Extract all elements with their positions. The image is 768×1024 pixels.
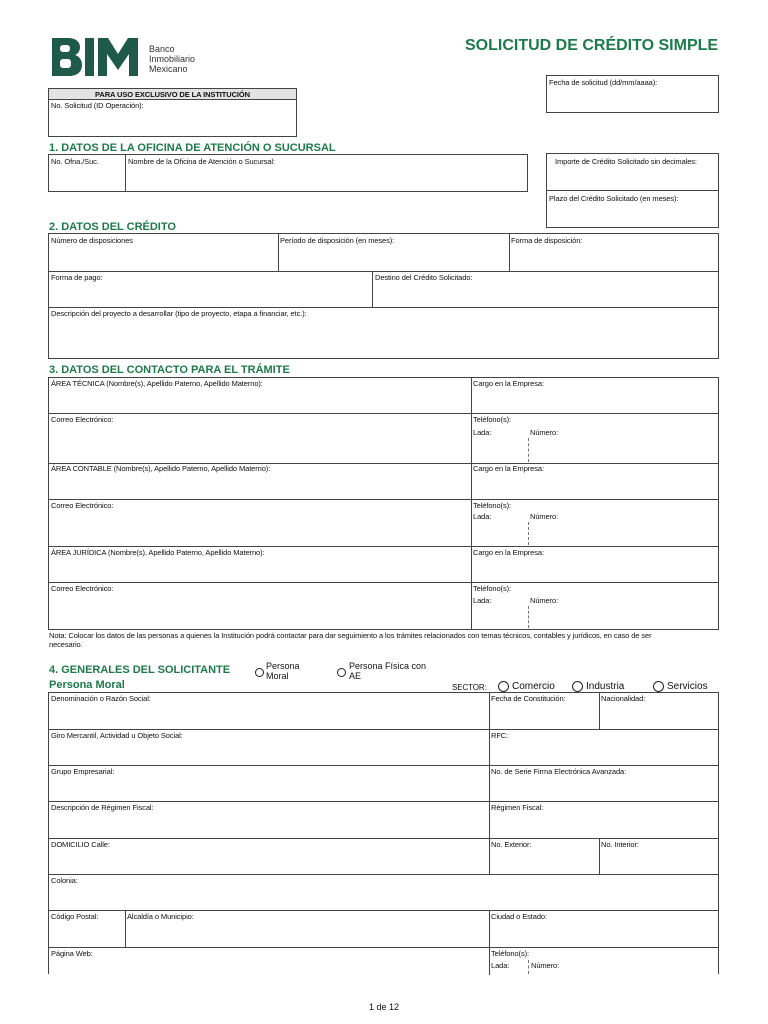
domicilio-calle-label: DOMICILIO Calle: — [51, 840, 110, 849]
telefono-contable-label: Teléfono(s): — [473, 501, 511, 510]
nombre-oficina-label: Nombre de la Oficina de Atención o Sucursal: — [128, 157, 275, 166]
logo-line-2: Inmobiliario — [149, 54, 196, 64]
numero-juridica-label: Número: — [530, 596, 559, 605]
telefono-solicitante-label: Teléfono(s): — [491, 949, 529, 958]
denominacion-label: Denominación o Razón Social: — [51, 694, 151, 703]
credito-box[interactable] — [48, 233, 719, 359]
solicitante-box[interactable] — [48, 692, 719, 974]
page-number: 1 de 12 — [368, 1002, 400, 1012]
numero-disposiciones-label: Número de disposiciones — [51, 236, 133, 245]
lada-solicitante-label: Lada: — [491, 961, 510, 970]
alcaldia-label: Alcaldía o Municipio: — [127, 912, 194, 921]
contacto-box[interactable] — [48, 377, 719, 630]
forma-disposicion-label: Forma de disposición: — [511, 236, 583, 245]
persona-moral-radio[interactable] — [255, 668, 264, 677]
numero-solicitante-label: Número: — [531, 961, 560, 970]
no-solicitud-label: No. Solicitud (ID Operación): — [51, 101, 144, 110]
numero-contable-label: Número: — [530, 512, 559, 521]
correo-tecnica-label: Correo Electrónico: — [51, 415, 114, 424]
no-ofna-label: No. Ofna./Suc. — [51, 157, 99, 166]
giro-label: Giro Mercantil, Actividad u Objeto Social: — [51, 731, 183, 740]
bim-logo-icon — [50, 36, 150, 78]
codigo-postal-label: Código Postal: — [51, 912, 99, 921]
telefono-juridica-label: Teléfono(s): — [473, 584, 511, 593]
descripcion-regimen-label: Descripción de Régimen Fiscal: — [51, 803, 154, 812]
nota-line-2: necesario. — [49, 640, 83, 649]
institucion-box — [48, 88, 297, 137]
persona-fisica-option-label: Persona Física con AE — [349, 661, 427, 680]
serie-firma-label: No. de Serie Firma Electrónica Avanzada: — [491, 767, 627, 776]
cargo-juridica-label: Cargo en la Empresa: — [473, 548, 544, 557]
section-4-subtitle: Persona Moral — [49, 679, 125, 691]
section-4-title: 4. GENERALES DEL SOLICITANTE — [49, 664, 231, 676]
numero-tecnica-label: Número: — [530, 428, 559, 437]
no-exterior-label: No. Exterior: — [491, 840, 532, 849]
correo-contable-label: Correo Electrónico: — [51, 501, 114, 510]
lada-tecnica-label: Lada: — [473, 428, 492, 437]
pagina-web-label: Página Web: — [51, 949, 93, 958]
page-title: SOLICITUD DE CRÉDITO SIMPLE — [465, 37, 719, 54]
cargo-contable-label: Cargo en la Empresa: — [473, 464, 544, 473]
periodo-disposicion-label: Período de disposición (en meses): — [280, 236, 395, 245]
area-juridica-label: ÁREA JURÍDICA (Nombre(s), Apellido Paterno, Apellido Materno): — [51, 548, 265, 557]
telefono-tecnica-label: Teléfono(s): — [473, 415, 511, 424]
sector-comercio-radio[interactable] — [498, 681, 509, 692]
ciudad-estado-label: Ciudad o Estado: — [491, 912, 547, 921]
sector-industria-label: Industria — [586, 681, 625, 692]
sector-servicios-label: Servicios — [667, 681, 708, 692]
logo-line-1: Banco — [149, 44, 175, 54]
correo-juridica-label: Correo Electrónico: — [51, 584, 114, 593]
logo-line-3: Mexicano — [149, 64, 188, 74]
lada-contable-label: Lada: — [473, 512, 492, 521]
descripcion-proyecto-label: Descripción del proyecto a desarrollar (tipo de proyecto, etapa a financiar, etc.): — [51, 309, 307, 318]
regimen-fiscal-label: Régimen Fiscal: — [491, 803, 544, 812]
destino-label: Destino del Crédito Solicitado: — [375, 273, 473, 282]
lada-juridica-label: Lada: — [473, 596, 492, 605]
no-interior-label: No. Interior: — [601, 840, 639, 849]
sector-industria-radio[interactable] — [572, 681, 583, 692]
section-3-title: 3. DATOS DEL CONTACTO PARA EL TRÁMITE — [49, 364, 290, 376]
nacionalidad-label: Nacionalidad: — [601, 694, 646, 703]
plazo-label: Plazo del Crédito Solicitado (en meses): — [549, 194, 679, 203]
section-2-title: 2. DATOS DEL CRÉDITO — [49, 221, 176, 233]
section-1-title: 1. DATOS DE LA OFICINA DE ATENCIÓN O SUCURSAL — [49, 142, 336, 154]
persona-fisica-radio[interactable] — [337, 668, 346, 677]
sector-label: SECTOR: — [452, 683, 487, 692]
oficina-field[interactable] — [48, 154, 528, 192]
persona-moral-option-label: Persona Moral — [266, 661, 300, 680]
rfc-label: RFC: — [491, 731, 509, 740]
fecha-constitucion-label: Fecha de Constitución: — [491, 694, 566, 703]
area-contable-label: ÁREA CONTABLE (Nombre(s), Apellido Paterno, Apellido Materno): — [51, 464, 271, 473]
forma-pago-label: Forma de pago: — [51, 273, 103, 282]
cargo-tecnica-label: Cargo en la Empresa: — [473, 379, 544, 388]
colonia-label: Colonia: — [51, 876, 78, 885]
importe-plazo-box[interactable] — [546, 153, 719, 228]
bank-logo — [50, 36, 150, 78]
sector-servicios-radio[interactable] — [653, 681, 664, 692]
area-tecnica-label: ÁREA TÉCNICA (Nombre(s), Apellido Paterno, Apellido Materno): — [51, 379, 263, 388]
institucion-heading: PARA USO EXCLUSIVO DE LA INSTITUCIÓN — [95, 90, 250, 99]
nota-line-1: Nota: Colocar los datos de las personas a quienes la Institución podrá contactar para dar seguimiento a los trámites relacionados con temas técnicos, contables y jurídicos, en caso de ser — [49, 631, 652, 640]
fecha-solicitud-field[interactable] — [546, 75, 719, 113]
grupo-empresarial-label: Grupo Empresarial: — [51, 767, 115, 776]
fecha-solicitud-label: Fecha de solicitud (dd/mm/aaaa): — [549, 78, 658, 87]
importe-label: Importe de Crédito Solicitado sin decimales: — [555, 157, 697, 166]
sector-comercio-label: Comercio — [512, 681, 555, 692]
